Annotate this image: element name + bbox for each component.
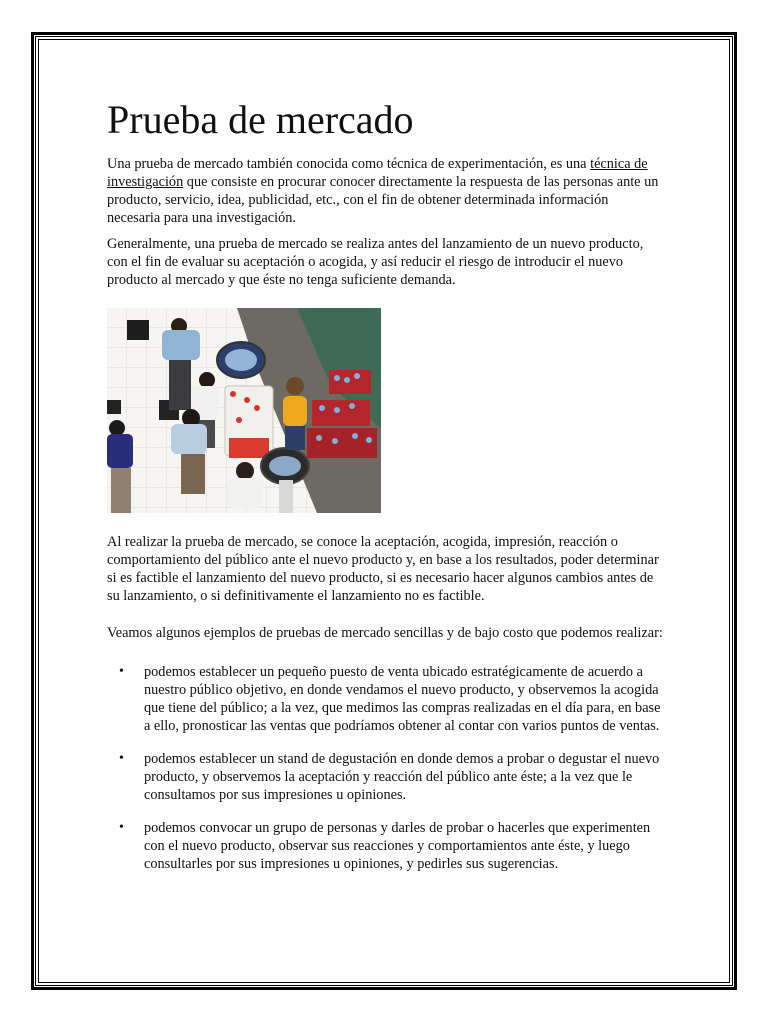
list-item <box>107 663 663 735</box>
list-item-text: podemos establecer un pequeño puesto de venta ubicado estratégicamente de acuerdo a nuestro público objetivo, en donde vendamos el nuevo producto, y observemos la acogida que tiene del público; a la vez, que medimos las compras realizadas en el día para, en base a ello, pronosticar las ventas que podríamos obtener al contar con varios puntos de ventas. <box>144 664 661 734</box>
tecnica-investigacion-link[interactable]: técnica de investigación <box>107 156 648 190</box>
paragraph-al-realizar: Al realizar la prueba de mercado, se conoce la aceptación, acogida, impresión, reacción o comportamiento del público ante el nuevo producto y, en base a los resultados, poder determinar si es factible el lanzamiento del nuevo producto, si es necesario hacer algunos cambios antes de su lanzamiento, o si definitivamente el lanzamiento no es factible. <box>107 534 659 604</box>
paragraph-veamos: Veamos algunos ejemplos de pruebas de mercado sencillas y de bajo costo que podemos realizar: <box>107 625 663 641</box>
bullet-icon: • <box>119 820 124 835</box>
bullet-icon: • <box>119 664 124 679</box>
bullet-icon: • <box>119 751 124 766</box>
intro-text-before: Una prueba de mercado también conocida como técnica de experimentación, es una <box>107 156 591 172</box>
market-test-photo <box>107 308 381 513</box>
document-content <box>107 96 663 888</box>
intro-paragraph <box>107 155 663 227</box>
intro-text-after: que consiste en procurar conocer directamente la respuesta de las personas ante un producto, servicio, idea, publicidad, etc., con el fin de obtener determinada información necesaria para una investigación. <box>107 174 659 226</box>
examples-list <box>107 663 663 873</box>
list-item <box>107 819 663 873</box>
list-item-text: podemos convocar un grupo de personas y darles de probar o hacerles que experimenten con el nuevo producto, observar sus reacciones y comportamientos ante éste, y luego consultarles por sus impresiones u opiniones, y pedirles sus sugerencias. <box>144 820 651 872</box>
paragraph-generalmente: Generalmente, una prueba de mercado se realiza antes del lanzamiento de un nuevo producto, con el fin de evaluar su aceptación o acogida, y así reducir el riesgo de introducir el nuevo producto al mercado y que éste no tenga suficiente demanda. <box>107 236 644 288</box>
list-item <box>107 750 663 804</box>
list-item-text: podemos establecer un stand de degustación en donde demos a probar o degustar el nuevo producto, y observemos la aceptación y reacción del público ante éste; a la vez que le consultamos por sus impresiones u opiniones. <box>144 751 660 803</box>
page-title: Prueba de mercado <box>107 97 414 142</box>
